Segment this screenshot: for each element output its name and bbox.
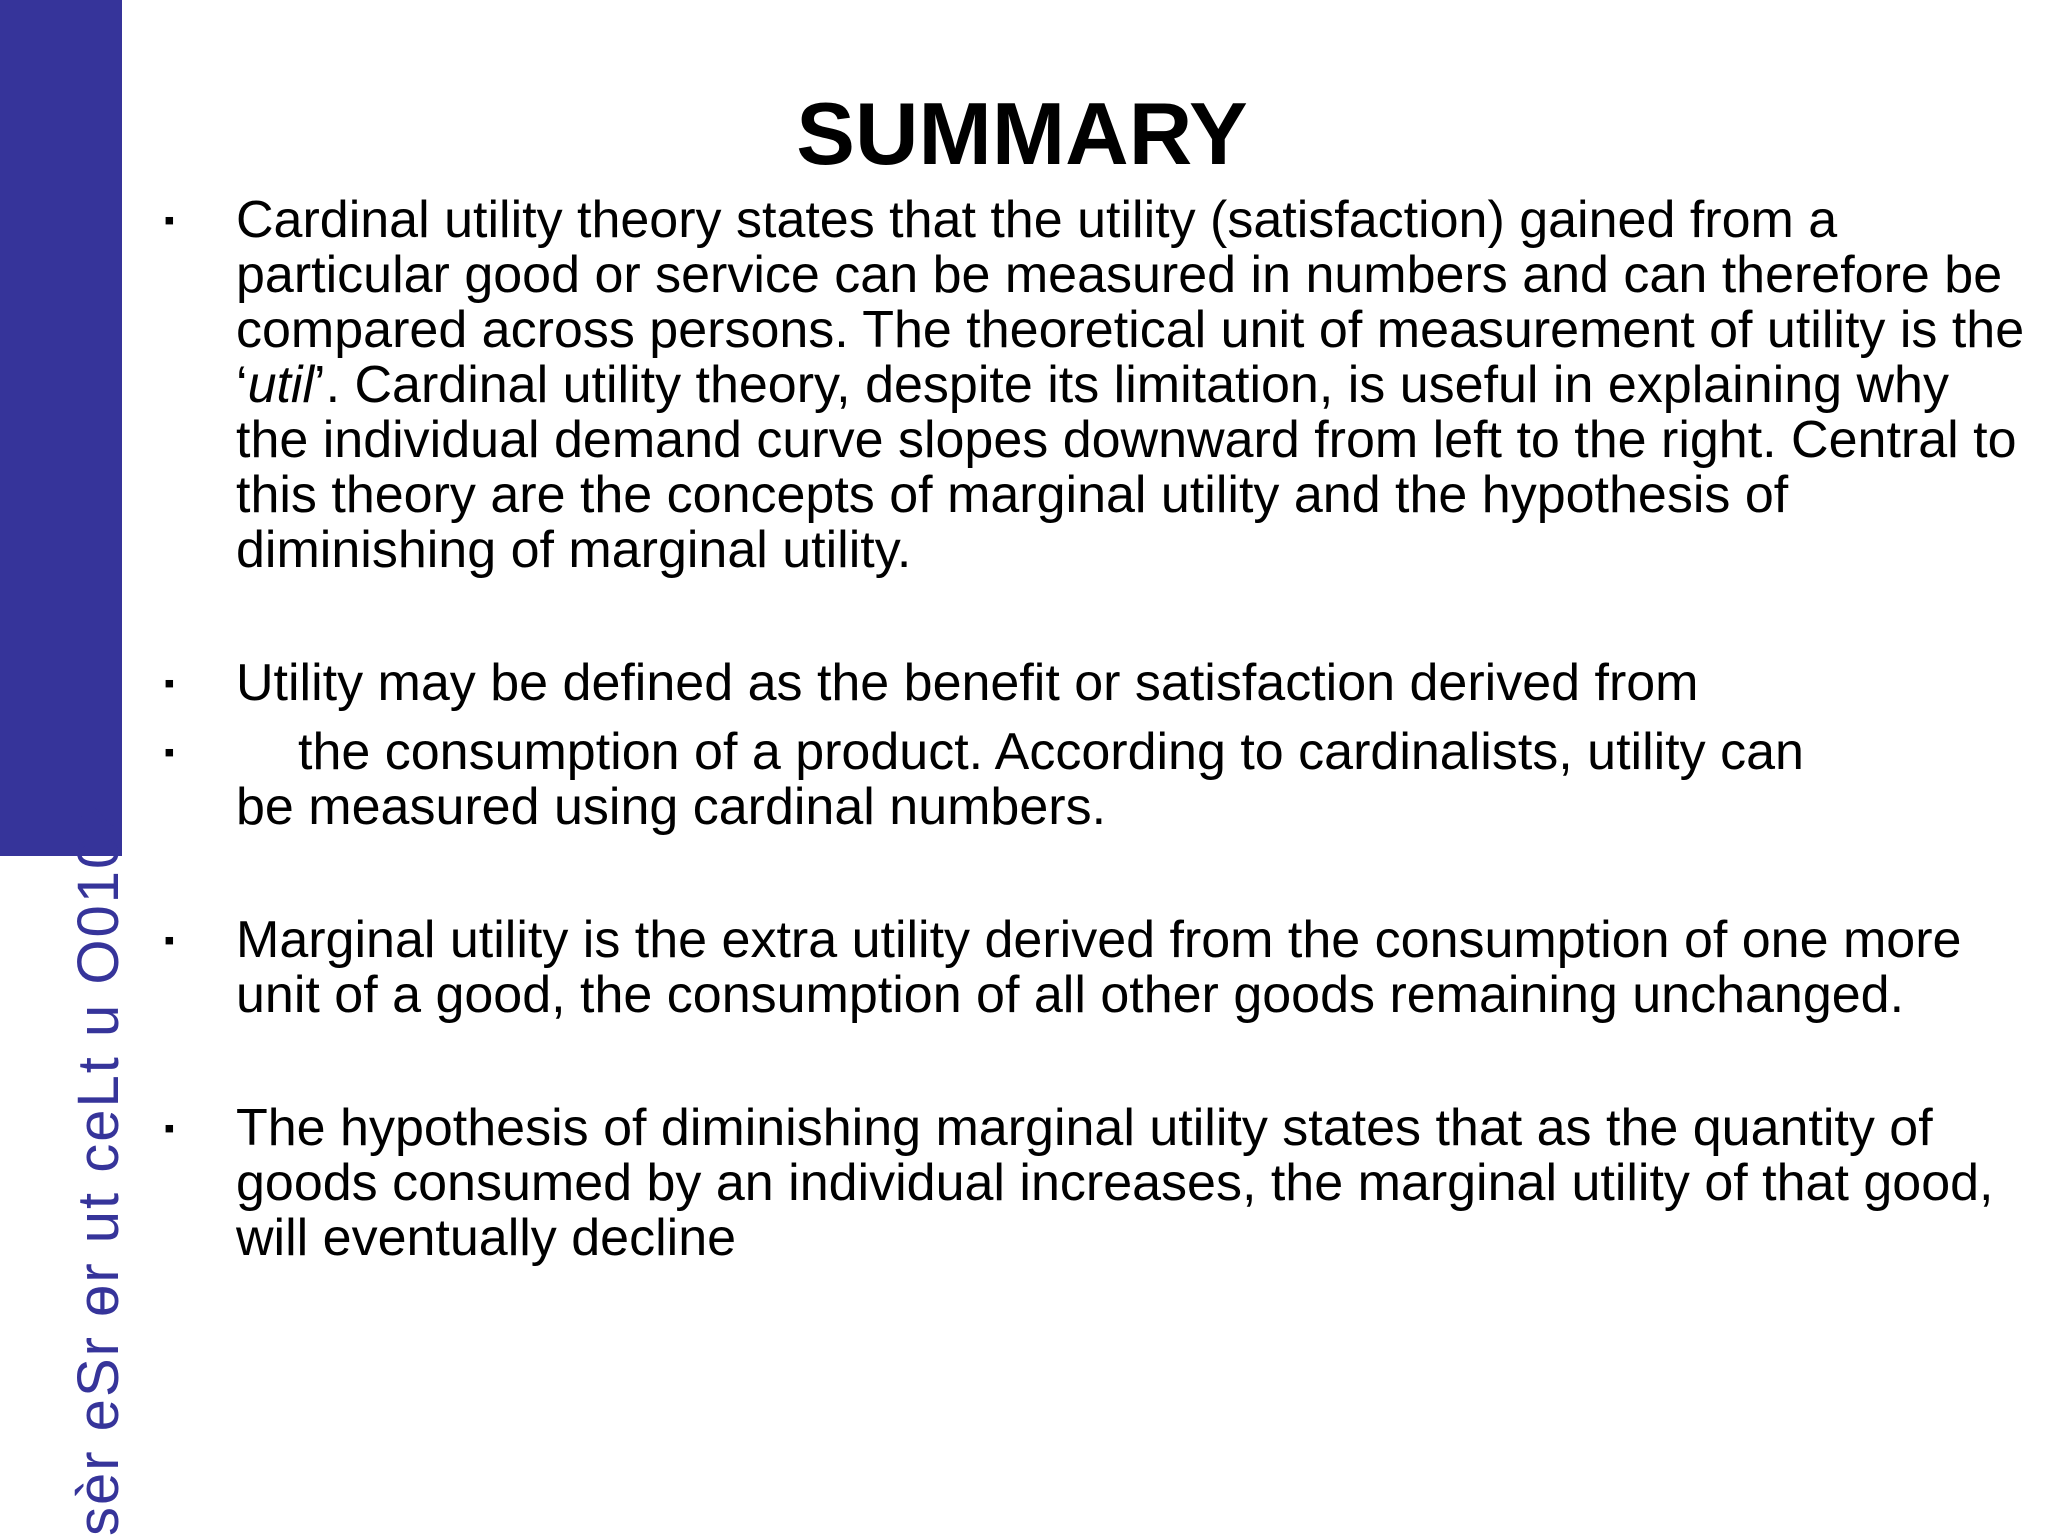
side-accent-bar [0, 0, 122, 856]
bullet-marker-icon: ▪ [164, 667, 175, 700]
bullet-marker-icon: ▪ [164, 204, 175, 237]
bullet-diminishing-marginal-utility [164, 1099, 2026, 1267]
bullet-text: Cardinal utility theory states that the utility (satisfaction) gained from a particular good or service can be measured in numbers and can therefore be compared across persons. The theoretical unit of measurement of utility is the ‘ [236, 191, 2025, 414]
bullet-text: Marginal utility is the extra utility derived from the consumption of one more unit of a good, the consumption of all other goods remaining unchanged. [236, 911, 1962, 1024]
bullet-marker-icon: ▪ [164, 736, 175, 769]
bullet-text: Utility may be defined as the benefit or satisfaction derived from [236, 654, 1699, 712]
bullet-text: be measured using cardinal numbers. [236, 778, 1107, 836]
bullet-italic-term: util [247, 356, 315, 414]
side-vertical-label: sèr eSr ɵr ut ceLt u O0102 [66, 800, 131, 1536]
bullet-marker-icon: ▪ [164, 924, 175, 957]
slide-title: SUMMARY [796, 84, 1248, 183]
bullet-text: The hypothesis of diminishing marginal utility states that as the quantity of goods consumed by an individual increases, the marginal utility of that good, will eventually decline [236, 1099, 1994, 1267]
bullet-utility-definition-continued [164, 723, 2026, 836]
bullet-list [164, 191, 2026, 1267]
bullet-text: ’. Cardinal utility theory, despite its limitation, is useful in explaining why the individual demand curve slopes downward from left to the right. Central to this theory are the concepts of marginal utility and the hypothesis of diminishing of marginal utility. [236, 356, 2017, 579]
bullet-marginal-utility [164, 911, 2026, 1024]
bullet-marker-icon: ▪ [164, 1112, 175, 1145]
bullet-cardinal-utility-theory [164, 191, 2026, 579]
bullet-text-indented: the consumption of a product. According to cardinalists, utility can [298, 723, 1804, 781]
bullet-utility-definition [164, 654, 2026, 712]
